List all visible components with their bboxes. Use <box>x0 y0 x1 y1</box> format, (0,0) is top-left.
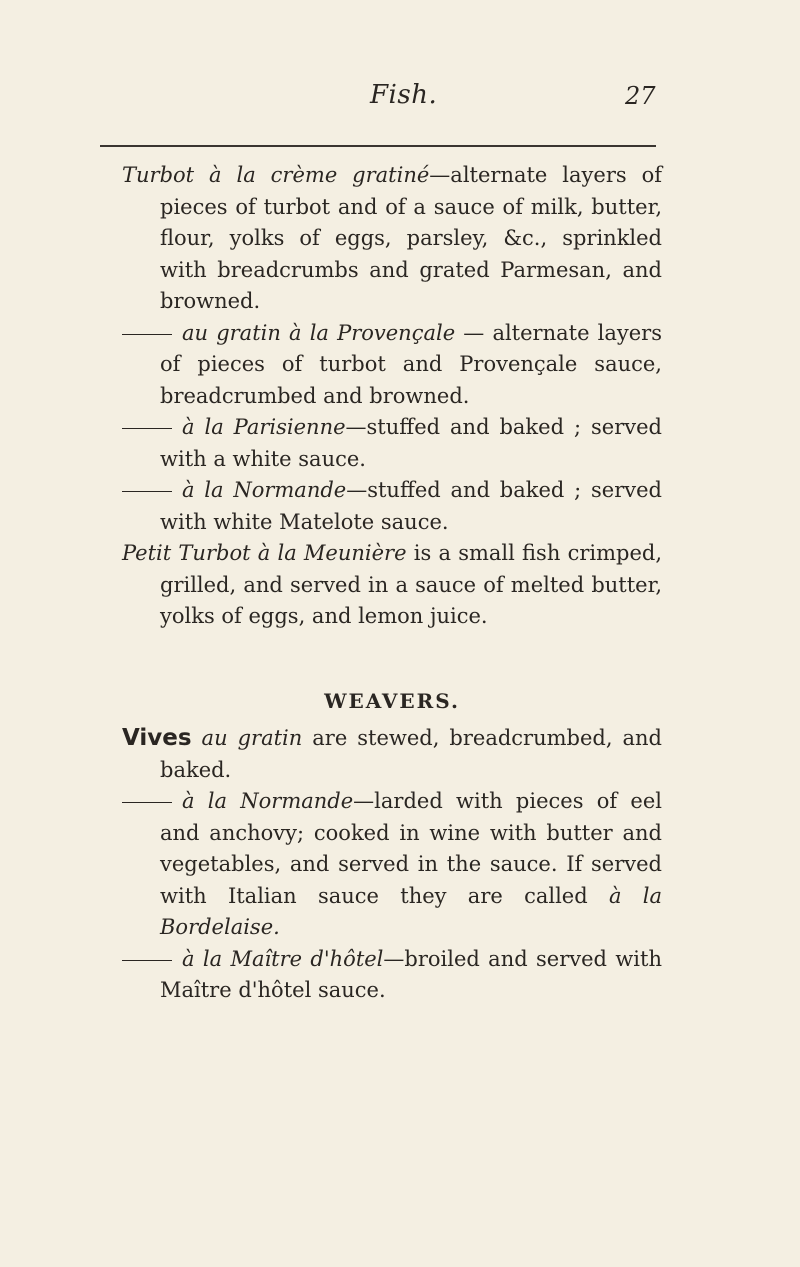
running-head: Fish. <box>370 80 438 110</box>
entry-text: is a small fish crimped, grilled, and served in a sauce of melted butter, yolks of eggs, and lemon juice. <box>160 541 662 628</box>
ditto-dash <box>122 960 172 961</box>
body-text <box>122 160 662 1007</box>
section-heading-weavers: WEAVERS. <box>324 688 460 713</box>
entry-turbot-normande <box>122 475 662 538</box>
entry-text: —stuffed and baked ; served with white Matelote sauce. <box>160 478 662 534</box>
ditto-dash <box>122 491 172 492</box>
entry-turbot-provencale <box>122 318 662 413</box>
entry-title: au gratin <box>191 726 303 750</box>
entry-title: à la Parisienne <box>182 415 346 439</box>
entry-text: —larded with pieces of eel and anchovy; cooked in wine with butter and vegetables, and served in the sauce. If served with Italian sauce they are called <box>160 789 662 908</box>
entry-turbot-creme-gratine <box>122 160 662 318</box>
entry-title: Petit Turbot à la Meunière <box>122 541 407 565</box>
entry-text: are stewed, breadcrumbed, and baked. <box>160 726 662 782</box>
entry-head: Vives <box>122 725 192 751</box>
entry-text: — alternate layers of pieces of turbot and Provençale sauce, breadcrumbed and browned. <box>160 320 662 408</box>
ditto-dash <box>122 334 172 335</box>
entry-title: au gratin à la Provençale <box>182 320 456 345</box>
ditto-dash <box>122 428 172 429</box>
entry-petit-turbot <box>122 538 662 633</box>
entry-vives-gratin <box>122 723 662 786</box>
entry-text: —alternate layers of pieces of turbot and of a sauce of milk, butter, flour, yolks of eggs, parsley, &c., sprinkled with breadcrumbs and grated Parmesan, and browned. <box>160 163 662 313</box>
entry-vives-normande <box>122 786 662 944</box>
ditto-dash <box>122 802 172 803</box>
entry-title: à la Maître d'hôtel <box>182 946 384 971</box>
entry-text: —broiled and served with Maître d'hôtel sauce. <box>160 946 662 1002</box>
page-header <box>0 80 800 130</box>
header-rule <box>100 145 656 147</box>
entry-title: à la Normande <box>182 789 354 813</box>
entry-title: Turbot à la crème gratiné <box>122 163 430 187</box>
entry-turbot-parisienne <box>122 412 662 475</box>
entry-text: —stuffed and baked ; served with a white sauce. <box>160 415 662 471</box>
entry-title: à la Normande <box>182 478 347 502</box>
entry-tail: à la Bordelaise. <box>160 883 662 939</box>
entry-vives-maitre-dhotel <box>122 944 662 1007</box>
page-number: 27 <box>625 82 656 110</box>
